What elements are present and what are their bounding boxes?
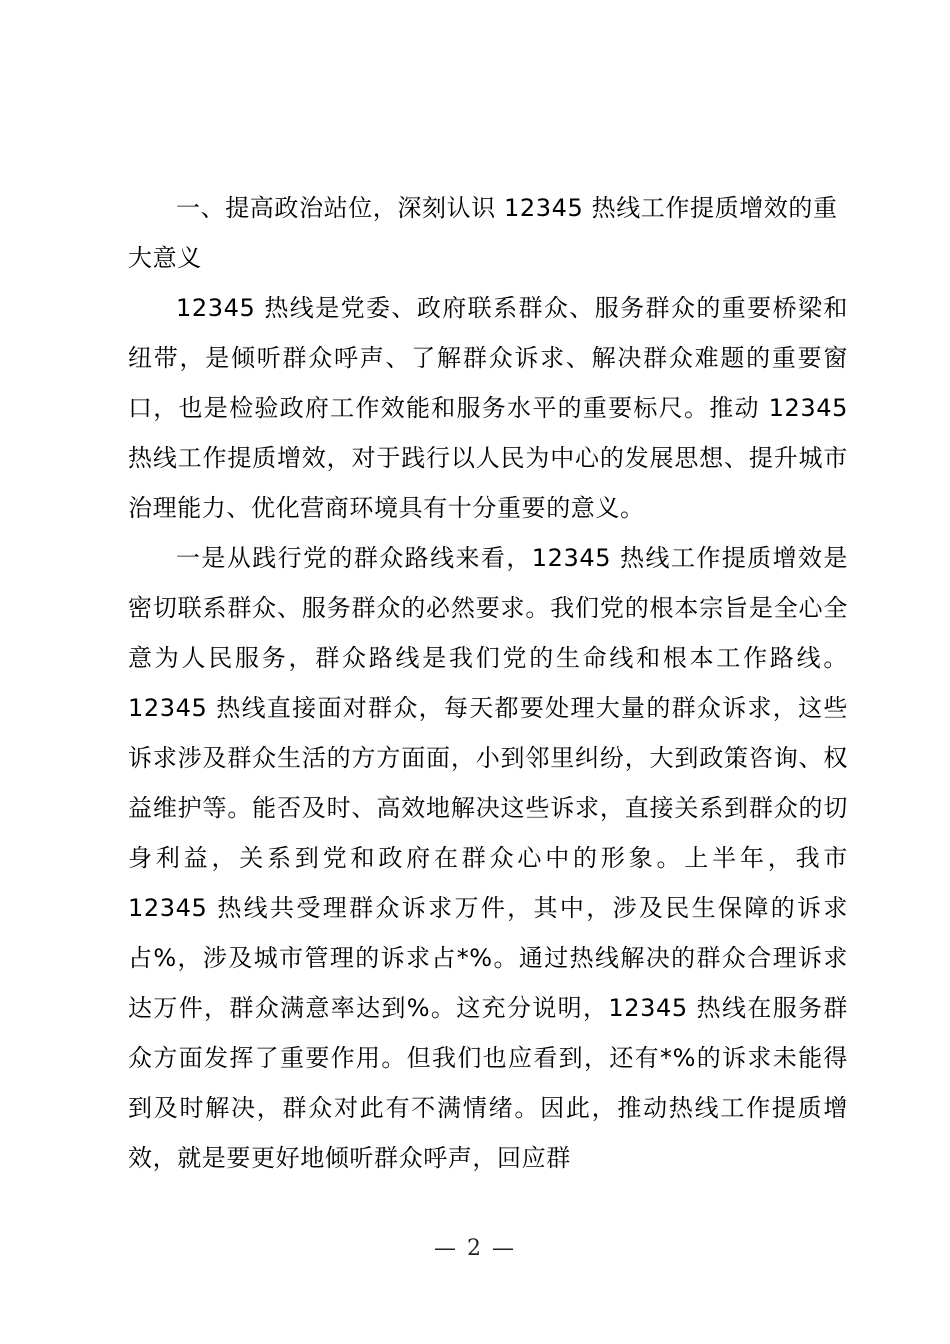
paragraph-intro: 12345 热线是党委、政府联系群众、服务群众的重要桥梁和纽带，是倾听群众呼声、了解群众诉求、解决群众难题的重要窗口，也是检验政府工作效能和服务水平的重要标尺。推动 12345 热线工作提质增效，对于践行以人民为中心的发展思想、提升城市治理能力、优化营商环境具有十分重要的意义。: [128, 294, 848, 522]
document-body: [128, 183, 848, 1183]
paragraph-mass-line: 一是从践行党的群众路线来看，12345 热线工作提质增效是密切联系群众、服务群众的必然要求。我们党的根本宗旨是全心全意为人民服务，群众路线是我们党的生命线和根本工作路线。12345 热线直接面对群众，每天都要处理大量的群众诉求，这些诉求涉及群众生活的方方面面，小到邻里纠纷，大到政策咨询、权益维护等。能否及时、高效地解决这些诉求，直接关系到群众的切身利益，关系到党和政府在群众心中的形象。上半年，我市 12345 热线共受理群众诉求万件，其中，涉及民生保障的诉求占%，涉及城市管理的诉求占*%。通过热线解决的群众合理诉求达万件，群众满意率达到%。这充分说明，12345 热线在服务群众方面发挥了重要作用。但我们也应看到，还有*%的诉求未能得到及时解决，群众对此有不满情绪。因此，推动热线工作提质增效，就是要更好地倾听群众呼声，回应群: [128, 544, 848, 1172]
section-heading: 一、提高政治站位，深刻认识 12345 热线工作提质增效的重大意义: [128, 194, 838, 272]
page-number: — 2 —: [434, 1236, 516, 1261]
